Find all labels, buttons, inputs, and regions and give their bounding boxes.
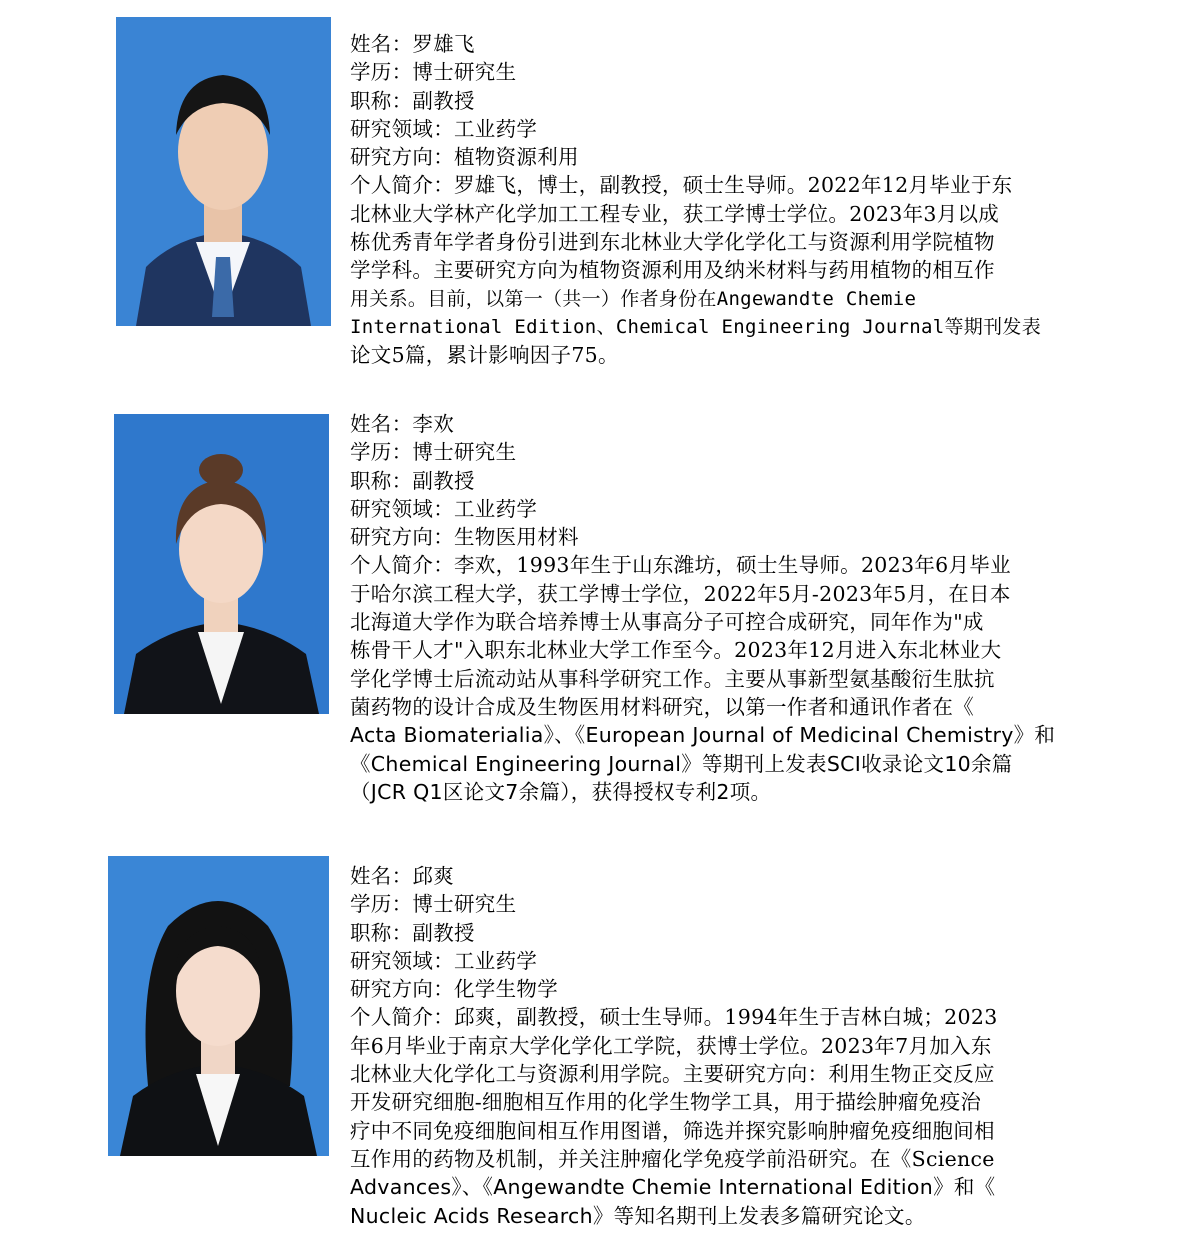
bio-line: 互作用的药物及机制，并关注肿瘤化学免疫学前沿研究。在《Science xyxy=(350,1146,995,1171)
person-silhouette-icon xyxy=(114,414,329,714)
name-line: 姓名：罗雄飞 xyxy=(350,32,475,56)
direction-line: 研究方向：化学生物学 xyxy=(350,977,558,1002)
bio-line: 用关系。目前，以第一（共一）作者身份在Angewandte Chemie xyxy=(350,287,917,310)
portrait-photo xyxy=(114,414,329,714)
title-line: 职称：副教授 xyxy=(350,88,475,113)
bio-line: Acta Biomaterialia》、《European Journal of Medicinal Chemistry》和 xyxy=(350,723,1056,748)
bio-line: 于哈尔滨工程大学，获工学博士学位，2022年5月-2023年5月，在日本 xyxy=(350,581,1011,606)
degree-line: 学历：博士研究生 xyxy=(350,892,517,917)
name-line: 姓名：邱爽 xyxy=(350,864,454,888)
bio-line: Nucleic Acids Research》等知名期刊上发表多篇研究论文。 xyxy=(350,1203,926,1228)
bio-line: Advances》、《Angewandte Chemie International Edition》和《 xyxy=(350,1175,996,1200)
bio-line: 疗中不同免疫细胞间相互作用图谱，筛选并探究影响肿瘤免疫细胞间相 xyxy=(350,1118,995,1143)
bio-line: 北林业大化学化工与资源利用学院。主要研究方向：利用生物正交反应 xyxy=(350,1062,995,1087)
bio-line: 栋优秀青年学者身份引进到东北林业大学化学化工与资源利用学院植物 xyxy=(350,230,995,255)
bio-line: 个人简介：罗雄飞，博士，副教授，硕士生导师。2022年12月毕业于东 xyxy=(350,173,1013,198)
title-line: 职称：副教授 xyxy=(350,920,475,945)
bio-line: International Edition、Chemical Engineering Journal等期刊发表 xyxy=(350,315,1042,338)
person-silhouette-icon xyxy=(108,856,329,1156)
name-line: 姓名：李欢 xyxy=(350,412,454,436)
bio-line: 北海道大学作为联合培养博士从事高分子可控合成研究，同年作为"成 xyxy=(350,610,984,635)
person-silhouette-icon xyxy=(116,17,331,326)
bio-line: 年6月毕业于南京大学化学化工学院，获博士学位。2023年7月加入东 xyxy=(350,1033,992,1058)
portrait-photo xyxy=(108,856,329,1156)
field-line: 研究领域：工业药学 xyxy=(350,948,538,973)
direction-line: 研究方向：生物医用材料 xyxy=(350,525,579,550)
bio-line: 北林业大学林产化学加工工程专业，获工学博士学位。2023年3月以成 xyxy=(350,201,1000,226)
bio-line: （JCR Q1区论文7余篇），获得授权专利2项。 xyxy=(350,779,772,804)
degree-line: 学历：博士研究生 xyxy=(350,440,517,465)
bio-line: 《Chemical Engineering Journal》等期刊上发表SCI收录论文10余篇 xyxy=(350,751,1013,776)
bio-line: 论文5篇，累计影响因子75。 xyxy=(350,343,619,368)
title-line: 职称：副教授 xyxy=(350,468,475,493)
bio-line: 栋骨干人才"入职东北林业大学工作至今。2023年12月进入东北林业大 xyxy=(350,638,1002,663)
profile-info xyxy=(350,410,1056,806)
portrait-photo xyxy=(116,17,331,326)
bio-line: 菌药物的设计合成及生物医用材料研究，以第一作者和通讯作者在《 xyxy=(350,694,974,719)
bio-line: 学学科。主要研究方向为植物资源利用及纳米材料与药用植物的相互作 xyxy=(350,258,995,283)
bio-line: 个人简介：李欢，1993年生于山东潍坊，硕士生导师。2023年6月毕业 xyxy=(350,553,1011,578)
bio-line: 学化学博士后流动站从事科学研究工作。主要从事新型氨基酸衍生肽抗 xyxy=(350,666,995,691)
field-line: 研究领域：工业药学 xyxy=(350,116,538,141)
bio-line: 个人简介：邱爽，副教授，硕士生导师。1994年生于吉林白城；2023 xyxy=(350,1005,998,1030)
field-line: 研究领域：工业药学 xyxy=(350,496,538,521)
direction-line: 研究方向：植物资源利用 xyxy=(350,145,579,170)
bio-line: 开发研究细胞-细胞相互作用的化学生物学工具，用于描绘肿瘤免疫治 xyxy=(350,1090,982,1115)
profile-info xyxy=(350,862,1050,1230)
profile-info xyxy=(350,30,1050,370)
degree-line: 学历：博士研究生 xyxy=(350,60,517,85)
